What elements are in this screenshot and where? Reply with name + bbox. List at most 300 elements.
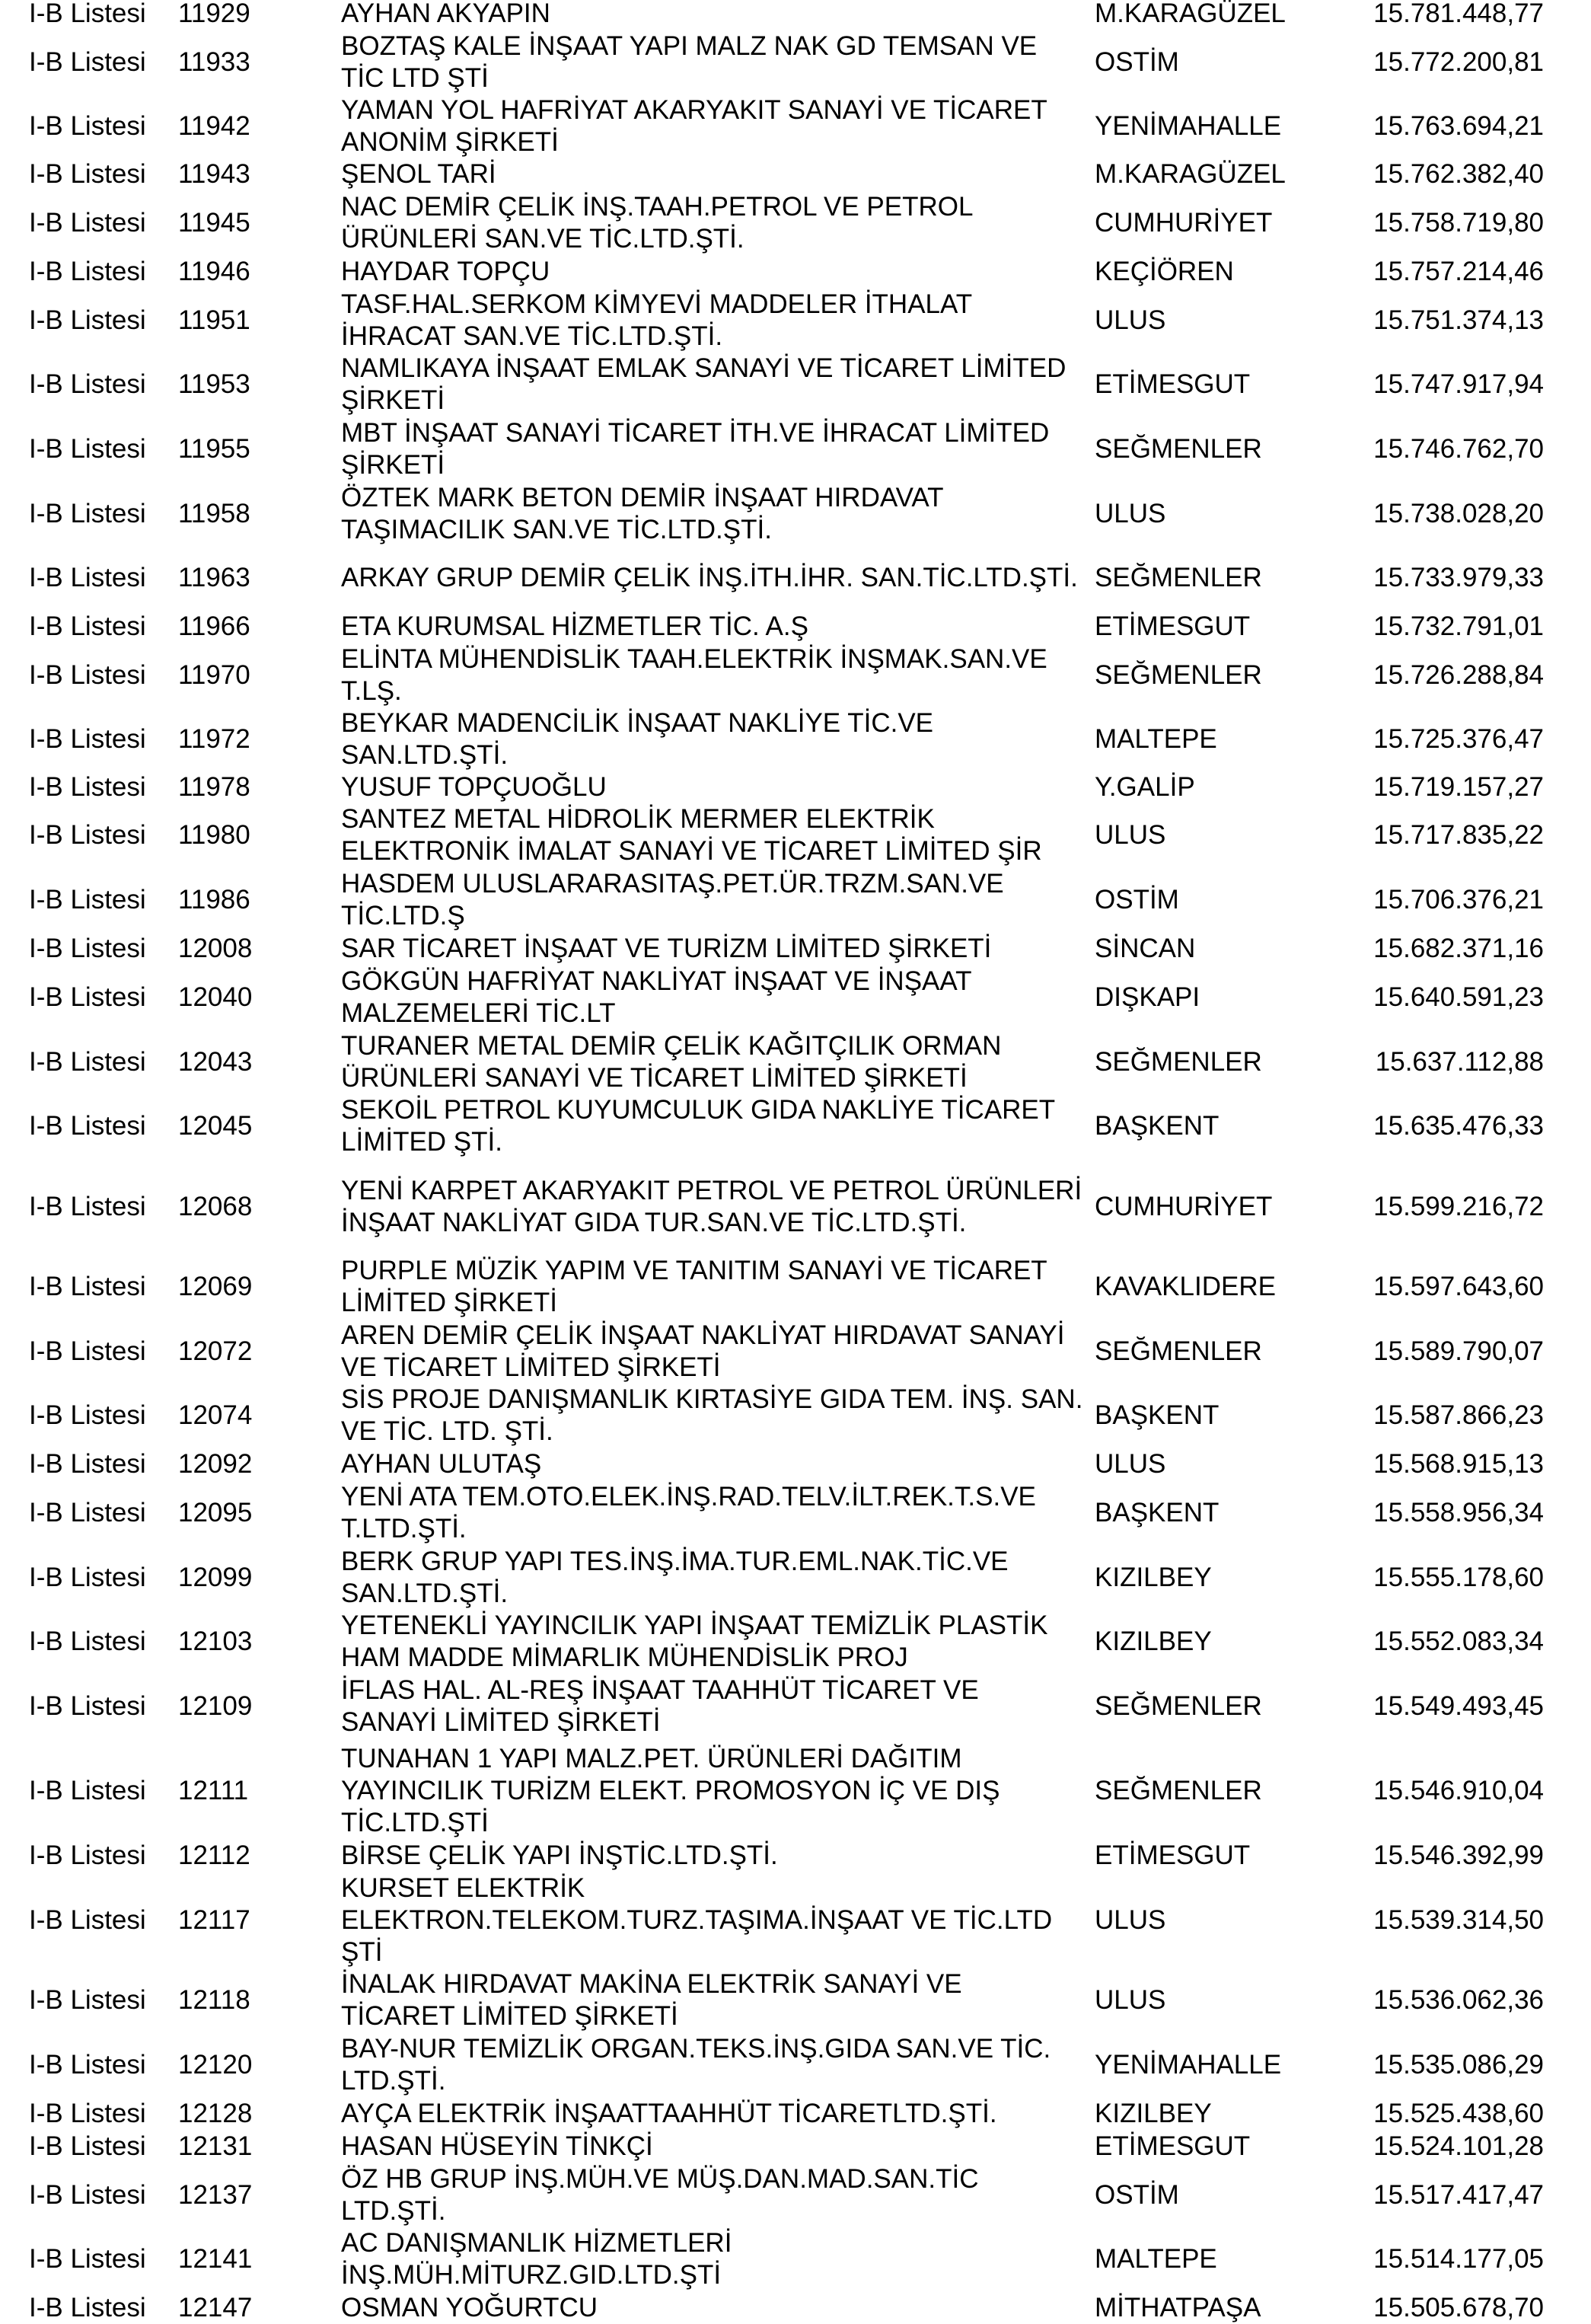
list-type-cell: I-B Listesi [29,2244,146,2274]
debt-amount-cell: 15.505.678,70 [1373,2293,1544,2322]
sequence-number-cell: 12118 [178,1985,250,2015]
taxpayer-name-line: T.LŞ. [341,676,402,706]
sequence-number-cell: 11953 [178,369,250,399]
taxpayer-name-line: BOZTAŞ KALE İNŞAAT YAPI MALZ NAK GD TEMSAN VE [341,31,1038,61]
list-type-cell: I-B Listesi [29,434,146,464]
taxpayer-name-cell [341,417,1095,481]
taxpayer-name-line: ARKAY GRUP DEMİR ÇELİK İNŞ.İTH.İHR. SAN.TİC.LTD.ŞTİ. [341,563,1078,592]
sequence-number-cell: 12137 [178,2180,253,2210]
list-type-cell: I-B Listesi [29,1691,146,1721]
taxpayer-name-cell [341,1840,1095,1872]
taxpayer-name-line: HASAN HÜSEYİN TİNKÇİ [341,2131,653,2161]
tax-office-cell: ETİMESGUT [1095,1840,1251,1870]
table-row [0,482,1591,546]
taxpayer-name-line: TİC.LTD.ŞTİ [341,1808,489,1837]
debt-amount-cell: 15.719.157,27 [1373,772,1544,802]
taxpayer-name-line: OSMAN YOĞURTCU [341,2293,598,2322]
sequence-number-cell: 11945 [178,208,250,238]
debt-amount-cell: 15.738.028,20 [1373,499,1544,528]
taxpayer-name-line: HAYDAR TOPÇU [341,257,550,286]
tax-office-cell: SEĞMENLER [1095,660,1262,690]
debt-amount-cell: 15.763.694,21 [1373,111,1544,141]
taxpayer-name-line: MALZEMELERİ TİC.LT [341,998,616,1028]
taxpayer-name-line: BERK GRUP YAPI TES.İNŞ.İMA.TUR.EML.NAK.TİC.VE [341,1547,1009,1576]
sequence-number-cell: 12099 [178,1563,253,1592]
list-type-cell: I-B Listesi [29,1272,146,1301]
taxpayer-name-line: TUNAHAN 1 YAPI MALZ.PET. ÜRÜNLERİ DAĞITIM [341,1744,962,1773]
tax-office-cell: ETİMESGUT [1095,611,1251,641]
tax-office-cell: YENİMAHALLE [1095,2050,1282,2080]
table-row [0,2227,1591,2291]
sequence-number-cell: 12069 [178,1272,253,1301]
table-row [0,2131,1591,2163]
tax-office-cell: OSTİM [1095,47,1179,77]
tax-office-cell: CUMHURİYET [1095,1192,1273,1221]
tax-office-cell: DIŞKAPI [1095,982,1200,1012]
taxpayer-name-cell [341,353,1095,417]
debt-amount-cell: 15.781.448,77 [1373,0,1544,28]
table-row [0,1094,1591,1158]
list-type-cell: I-B Listesi [29,611,146,641]
list-type-cell: I-B Listesi [29,563,146,592]
taxpayer-name-cell [341,482,1095,546]
table-row [0,158,1591,190]
tax-office-cell: SEĞMENLER [1095,1047,1262,1077]
list-type-cell: I-B Listesi [29,2131,146,2161]
taxpayer-name-line: HAM MADDE MİMARLIK MÜHENDİSLİK PROJ [341,1642,908,1672]
table-row [0,611,1591,643]
debt-amount-cell: 15.640.591,23 [1373,982,1544,1012]
taxpayer-name-line: TURANER METAL DEMİR ÇELİK KAĞITÇILIK ORMAN [341,1031,1002,1061]
taxpayer-name-line: ÜRÜNLERİ SAN.VE TİC.LTD.ŞTİ. [341,224,744,254]
debt-amount-cell: 15.599.216,72 [1373,1192,1544,1221]
sequence-number-cell: 12117 [178,1905,250,1935]
sequence-number-cell: 12040 [178,982,253,1012]
sequence-number-cell: 11978 [178,772,250,802]
taxpayer-name-line: YETENEKLİ YAYINCILIK YAPI İNŞAAT TEMİZLİK PLASTİK [341,1611,1048,1640]
sequence-number-cell: 12045 [178,1111,253,1141]
taxpayer-name-cell [341,1743,1095,1839]
sequence-number-cell: 12043 [178,1047,253,1077]
table-row [0,1255,1591,1319]
taxpayer-name-cell [341,2033,1095,2097]
taxpayer-name-line: BAY-NUR TEMİZLİK ORGAN.TEKS.İNŞ.GIDA SAN.VE TİC. [341,2034,1051,2064]
list-type-cell: I-B Listesi [29,1400,146,1430]
sequence-number-cell: 12103 [178,1626,253,1656]
debt-amount-cell: 15.732.791,01 [1373,611,1544,641]
table-row [0,868,1591,932]
tax-office-cell: BAŞKENT [1095,1400,1220,1430]
list-type-cell: I-B Listesi [29,2050,146,2080]
tax-office-cell: BAŞKENT [1095,1498,1220,1528]
taxpayer-name-cell [341,1546,1095,1610]
taxpayer-name-line: TASF.HAL.SERKOM KİMYEVİ MADDELER İTHALAT [341,289,973,319]
debt-amount-cell: 15.549.493,45 [1373,1691,1544,1721]
sequence-number-cell: 11942 [178,111,250,141]
table-row [0,2098,1591,2130]
sequence-number-cell: 12068 [178,1192,253,1221]
table-row [0,1840,1591,1872]
list-type-cell: I-B Listesi [29,1840,146,1870]
taxpayer-name-line: İHRACAT SAN.VE TİC.LTD.ŞTİ. [341,321,723,351]
list-type-cell: I-B Listesi [29,1776,146,1805]
tax-office-cell: SEĞMENLER [1095,1336,1262,1366]
taxpayer-name-line: ŞİRKETİ [341,450,445,480]
taxpayer-name-line: TİCARET LİMİTED ŞİRKETİ [341,2001,678,2031]
tax-office-cell: ETİMESGUT [1095,369,1251,399]
taxpayer-name-line: NAMLIKAYA İNŞAAT EMLAK SANAYİ VE TİCARET LİMİTED [341,353,1067,383]
taxpayer-name-cell [341,2227,1095,2291]
debt-amount-cell: 15.517.417,47 [1373,2180,1544,2210]
list-type-cell: I-B Listesi [29,724,146,754]
sequence-number-cell: 11963 [178,563,250,592]
taxpayer-name-line: İNŞ.MÜH.MİTURZ.GID.LTD.ŞTİ [341,2260,722,2290]
taxpayer-name-line: ANONİM ŞİRKETİ [341,127,559,157]
list-type-cell: I-B Listesi [29,305,146,335]
table-row [0,1872,1591,1968]
taxpayer-name-line: YUSUF TOPÇUOĞLU [341,772,607,802]
taxpayer-name-cell [341,0,1095,30]
debt-amount-cell: 15.555.178,60 [1373,1563,1544,1592]
taxpayer-name-cell [341,966,1095,1030]
table-row [0,966,1591,1030]
sequence-number-cell: 11943 [178,159,250,189]
taxpayer-name-cell [341,1448,1095,1480]
tax-office-cell: ULUS [1095,820,1166,850]
tax-office-cell: SEĞMENLER [1095,563,1262,592]
taxpayer-name-line: AYHAN AKYAPIN [341,0,550,28]
table-row [0,2292,1591,2324]
taxpayer-name-cell [341,158,1095,190]
debt-amount-cell: 15.587.866,23 [1373,1400,1544,1430]
debt-amount-cell: 15.568.915,13 [1373,1449,1544,1479]
sequence-number-cell: 12111 [178,1776,249,1805]
debt-amount-cell: 15.597.643,60 [1373,1272,1544,1301]
taxpayer-name-cell [341,2292,1095,2324]
table-row [0,1481,1591,1545]
taxpayer-name-line: YENİ KARPET AKARYAKIT PETROL VE PETROL ÜRÜNLERİ [341,1176,1082,1205]
taxpayer-name-cell [341,611,1095,643]
sequence-number-cell: 12141 [178,2244,253,2274]
taxpayer-name-line: MBT İNŞAAT SANAYİ TİCARET İTH.VE İHRACAT LİMİTED [341,418,1050,448]
sequence-number-cell: 11980 [178,820,250,850]
list-type-cell: I-B Listesi [29,982,146,1012]
taxpayer-name-line: AC DANIŞMANLIK HİZMETLERİ [341,2228,732,2258]
list-type-cell: I-B Listesi [29,1047,146,1077]
taxpayer-name-cell [341,1175,1095,1239]
taxpayer-name-line: SANTEZ METAL HİDROLİK MERMER ELEKTRİK [341,804,935,834]
table-row [0,417,1591,481]
sequence-number-cell: 12109 [178,1691,253,1721]
list-type-cell: I-B Listesi [29,1111,146,1141]
list-type-cell: I-B Listesi [29,47,146,77]
list-type-cell: I-B Listesi [29,499,146,528]
debt-amount-cell: 15.535.086,29 [1373,2050,1544,2080]
taxpayer-name-line: AYHAN ULUTAŞ [341,1449,542,1479]
table-row [0,933,1591,965]
debt-amount-cell: 15.536.062,36 [1373,1985,1544,2015]
taxpayer-name-cell [341,1872,1095,1968]
taxpayer-name-line: TİC.LTD.Ş [341,901,465,931]
table-row [0,191,1591,255]
taxpayer-name-line: AYÇA ELEKTRİK İNŞAATTAAHHÜT TİCARETLTD.ŞTİ. [341,2099,997,2128]
tax-office-cell: KIZILBEY [1095,1626,1212,1656]
taxpayer-name-line: VE TİCARET LİMİTED ŞİRKETİ [341,1352,721,1382]
tax-office-cell: KEÇİÖREN [1095,257,1234,286]
taxpayer-name-cell [341,643,1095,707]
debt-amount-cell: 15.524.101,28 [1373,2131,1544,2161]
taxpayer-name-line: ŞİRKETİ [341,385,445,415]
sequence-number-cell: 12072 [178,1336,253,1366]
taxpayer-name-cell [341,771,1095,803]
debt-amount-cell: 15.706.376,21 [1373,885,1544,915]
tax-office-cell: OSTİM [1095,2180,1179,2210]
taxpayer-name-cell [341,2163,1095,2227]
sequence-number-cell: 12074 [178,1400,253,1430]
sequence-number-cell: 12147 [178,2293,253,2322]
debt-amount-cell: 15.746.762,70 [1373,434,1544,464]
table-row [0,30,1591,94]
table-row [0,1674,1591,1738]
taxpayer-name-line: LTD.ŞTİ. [341,2196,446,2226]
taxpayer-name-line: ELEKTRONİK İMALAT SANAYİ VE TİCARET LİMİTED ŞİR [341,836,1042,866]
taxpayer-name-line: ŞTİ [341,1937,383,1967]
table-row [0,2033,1591,2097]
taxpayer-name-cell [341,191,1095,255]
sequence-number-cell: 11972 [178,724,250,754]
taxpayer-name-line: VE TİC. LTD. ŞTİ. [341,1416,553,1446]
taxpayer-name-cell [341,2131,1095,2163]
taxpayer-name-line: İNŞAAT NAKLİYAT GIDA TUR.SAN.VE TİC.LTD.ŞTİ. [341,1208,967,1237]
debt-amount-cell: 15.552.083,34 [1373,1626,1544,1656]
taxpayer-name-line: TAŞIMACILIK SAN.VE TİC.LTD.ŞTİ. [341,515,772,544]
list-type-cell: I-B Listesi [29,1905,146,1935]
table-row [0,2163,1591,2227]
sequence-number-cell: 12008 [178,934,253,963]
taxpayer-name-cell [341,30,1095,94]
list-type-cell: I-B Listesi [29,2180,146,2210]
taxpayer-name-line: NAC DEMİR ÇELİK İNŞ.TAAH.PETROL VE PETROL [341,192,974,222]
tax-office-cell: SEĞMENLER [1095,1776,1262,1805]
table-row [0,1968,1591,2032]
taxpayer-name-line: ÖZ HB GRUP İNŞ.MÜH.VE MÜŞ.DAN.MAD.SAN.TİC [341,2164,979,2194]
tax-office-cell: CUMHURİYET [1095,208,1273,238]
table-row [0,1384,1591,1448]
table-row [0,1448,1591,1480]
taxpayer-name-line: KURSET ELEKTRİK [341,1873,585,1903]
sequence-number-cell: 11951 [178,305,250,335]
sequence-number-cell: 11933 [178,47,250,77]
tax-office-cell: ULUS [1095,499,1166,528]
table-row [0,562,1591,594]
taxpayer-name-line: ELİNTA MÜHENDİSLİK TAAH.ELEKTRİK İNŞMAK.SAN.VE [341,644,1047,674]
debt-amount-cell: 15.546.910,04 [1373,1776,1544,1805]
debt-amount-cell: 15.757.214,46 [1373,257,1544,286]
table-row [0,1320,1591,1384]
taxpayer-name-cell [341,868,1095,932]
taxpayer-name-line: YAMAN YOL HAFRİYAT AKARYAKIT SANAYİ VE TİCARET [341,95,1047,125]
list-type-cell: I-B Listesi [29,0,146,28]
taxpayer-name-line: İFLAS HAL. AL-REŞ İNŞAAT TAAHHÜT TİCARET VE [341,1675,979,1705]
tax-office-cell: KAVAKLIDERE [1095,1272,1276,1301]
taxpayer-name-cell [341,1320,1095,1384]
tax-office-cell: YENİMAHALLE [1095,111,1282,141]
debt-amount-cell: 15.539.314,50 [1373,1905,1544,1935]
tax-office-cell: MALTEPE [1095,2244,1217,2274]
taxpayer-name-line: HASDEM ULUSLARARASITAŞ.PET.ÜR.TRZM.SAN.VE [341,869,1004,899]
table-row [0,289,1591,353]
sequence-number-cell: 12092 [178,1449,253,1479]
table-row [0,353,1591,417]
tax-office-cell: MALTEPE [1095,724,1217,754]
tax-office-cell: SEĞMENLER [1095,434,1262,464]
debt-amount-cell: 15.546.392,99 [1373,1840,1544,1870]
tax-office-cell: OSTİM [1095,885,1179,915]
sequence-number-cell: 12120 [178,2050,253,2080]
debt-amount-cell: 15.747.917,94 [1373,369,1544,399]
taxpayer-name-line: SAN.LTD.ŞTİ. [341,1579,509,1608]
taxpayer-name-cell [341,1610,1095,1674]
tax-office-cell: M.KARAGÜZEL [1095,0,1286,28]
tax-office-cell: ULUS [1095,305,1166,335]
debt-amount-cell: 15.733.979,33 [1373,563,1544,592]
list-type-cell: I-B Listesi [29,1626,146,1656]
tax-office-cell: Y.GALİP [1095,772,1195,802]
taxpayer-name-line: T.LTD.ŞTİ. [341,1514,467,1543]
sequence-number-cell: 12112 [178,1840,250,1870]
debt-amount-cell: 15.726.288,84 [1373,660,1544,690]
tax-office-cell: ETİMESGUT [1095,2131,1251,2161]
debt-amount-cell: 15.758.719,80 [1373,208,1544,238]
table-row [0,771,1591,803]
sequence-number-cell: 12128 [178,2099,253,2128]
taxpayer-name-line: BEYKAR MADENCİLİK İNŞAAT NAKLİYE TİC.VE [341,708,934,738]
table-row [0,1610,1591,1674]
taxpayer-name-cell [341,1968,1095,2032]
sequence-number-cell: 11946 [178,257,250,286]
list-type-cell: I-B Listesi [29,159,146,189]
debt-amount-cell: 15.589.790,07 [1373,1336,1544,1366]
list-type-cell: I-B Listesi [29,1192,146,1221]
taxpayer-name-cell [341,1481,1095,1545]
taxpayer-name-cell [341,1384,1095,1448]
tax-office-cell: MİTHATPAŞA [1095,2293,1261,2322]
table-row [0,643,1591,707]
list-type-cell: I-B Listesi [29,1563,146,1592]
debt-amount-cell: 15.751.374,13 [1373,305,1544,335]
list-type-cell: I-B Listesi [29,1336,146,1366]
tax-office-cell: M.KARAGÜZEL [1095,159,1286,189]
table-row [0,1743,1591,1839]
debt-amount-cell: 15.772.200,81 [1373,47,1544,77]
list-type-cell: I-B Listesi [29,369,146,399]
list-type-cell: I-B Listesi [29,1985,146,2015]
taxpayer-name-cell [341,1674,1095,1738]
tax-office-cell: KIZILBEY [1095,1563,1212,1592]
list-type-cell: I-B Listesi [29,2099,146,2128]
tax-office-cell: ULUS [1095,1449,1166,1479]
taxpayer-name-line: PURPLE MÜZİK YAPIM VE TANITIM SANAYİ VE TİCARET [341,1256,1047,1285]
list-type-cell: I-B Listesi [29,885,146,915]
list-type-cell: I-B Listesi [29,820,146,850]
tax-office-cell: ULUS [1095,1905,1166,1935]
debt-amount-cell: 15.762.382,40 [1373,159,1544,189]
taxpayer-name-line: ÖZTEK MARK BETON DEMİR İNŞAAT HIRDAVAT [341,483,944,512]
tax-office-cell: ULUS [1095,1985,1166,2015]
taxpayer-name-line: ŞENOL TARİ [341,159,496,189]
list-type-cell: I-B Listesi [29,208,146,238]
taxpayer-name-cell [341,933,1095,965]
taxpayer-name-line: ÜRÜNLERİ SANAYİ VE TİCARET LİMİTED ŞİRKETİ [341,1063,968,1093]
taxpayer-name-line: YAYINCILIK TURİZM ELEKT. PROMOSYON İÇ VE DIŞ [341,1776,1000,1805]
sequence-number-cell: 11970 [178,660,250,690]
taxpayer-name-line: AREN DEMİR ÇELİK İNŞAAT NAKLİYAT HIRDAVAT SANAYİ [341,1320,1065,1350]
list-type-cell: I-B Listesi [29,1449,146,1479]
taxpayer-name-cell [341,562,1095,594]
taxpayer-name-cell [341,256,1095,288]
sequence-number-cell: 11966 [178,611,250,641]
taxpayer-name-cell [341,2098,1095,2130]
taxpayer-name-line: YENİ ATA TEM.OTO.ELEK.İNŞ.RAD.TELV.İLT.REK.T.S.VE [341,1482,1036,1512]
taxpayer-name-cell [341,803,1095,867]
table-row [0,0,1591,30]
table-row [0,803,1591,867]
taxpayer-name-line: SAN.LTD.ŞTİ. [341,740,509,770]
list-type-cell: I-B Listesi [29,111,146,141]
taxpayer-name-cell [341,1030,1095,1094]
sequence-number-cell: 12131 [178,2131,253,2161]
debt-amount-cell: 15.717.835,22 [1373,820,1544,850]
table-row [0,1546,1591,1610]
taxpayer-name-line: BİRSE ÇELİK YAPI İNŞTİC.LTD.ŞTİ. [341,1840,778,1870]
taxpayer-name-line: LTD.ŞTİ. [341,2066,446,2096]
taxpayer-name-line: ELEKTRON.TELEKOM.TURZ.TAŞIMA.İNŞAAT VE TİC.LTD [341,1905,1053,1935]
debt-amount-cell: 15.637.112,88 [1375,1047,1544,1077]
list-type-cell: I-B Listesi [29,660,146,690]
taxpayer-name-line: SANAYİ LİMİTED ŞİRKETİ [341,1707,661,1737]
taxpayer-name-line: İNALAK HIRDAVAT MAKİNA ELEKTRİK SANAYİ VE [341,1969,962,1999]
sequence-number-cell: 11929 [178,0,250,28]
table-row [0,1030,1591,1094]
table-row [0,707,1591,771]
taxpayer-name-line: SAR TİCARET İNŞAAT VE TURİZM LİMİTED ŞİRKETİ [341,934,992,963]
debt-amount-cell: 15.514.177,05 [1373,2244,1544,2274]
sequence-number-cell: 11955 [178,434,250,464]
taxpayer-name-cell [341,94,1095,158]
debt-amount-cell: 15.525.438,60 [1373,2099,1544,2128]
sequence-number-cell: 11958 [178,499,250,528]
taxpayer-name-line: SEKOİL PETROL KUYUMCULUK GIDA NAKLİYE TİCARET [341,1095,1056,1125]
table-row [0,1175,1591,1239]
list-type-cell: I-B Listesi [29,1498,146,1528]
taxpayer-name-line: SİS PROJE DANIŞMANLIK KIRTASİYE GIDA TEM. İNŞ. SAN. [341,1384,1083,1414]
debt-amount-cell: 15.725.376,47 [1373,724,1544,754]
list-type-cell: I-B Listesi [29,2293,146,2322]
tax-office-cell: BAŞKENT [1095,1111,1220,1141]
taxpayer-name-line: LİMİTED ŞTİ. [341,1127,502,1157]
table-row [0,94,1591,158]
debt-amount-cell: 15.558.956,34 [1373,1498,1544,1528]
taxpayer-name-cell [341,1255,1095,1319]
debt-amount-cell: 15.635.476,33 [1373,1111,1544,1141]
taxpayer-name-line: ETA KURUMSAL HİZMETLER TİC. A.Ş [341,611,808,641]
tax-office-cell: KIZILBEY [1095,2099,1212,2128]
taxpayer-name-cell [341,707,1095,771]
tax-office-cell: SİNCAN [1095,934,1196,963]
sequence-number-cell: 12095 [178,1498,253,1528]
taxpayer-name-cell [341,289,1095,353]
tax-office-cell: SEĞMENLER [1095,1691,1262,1721]
